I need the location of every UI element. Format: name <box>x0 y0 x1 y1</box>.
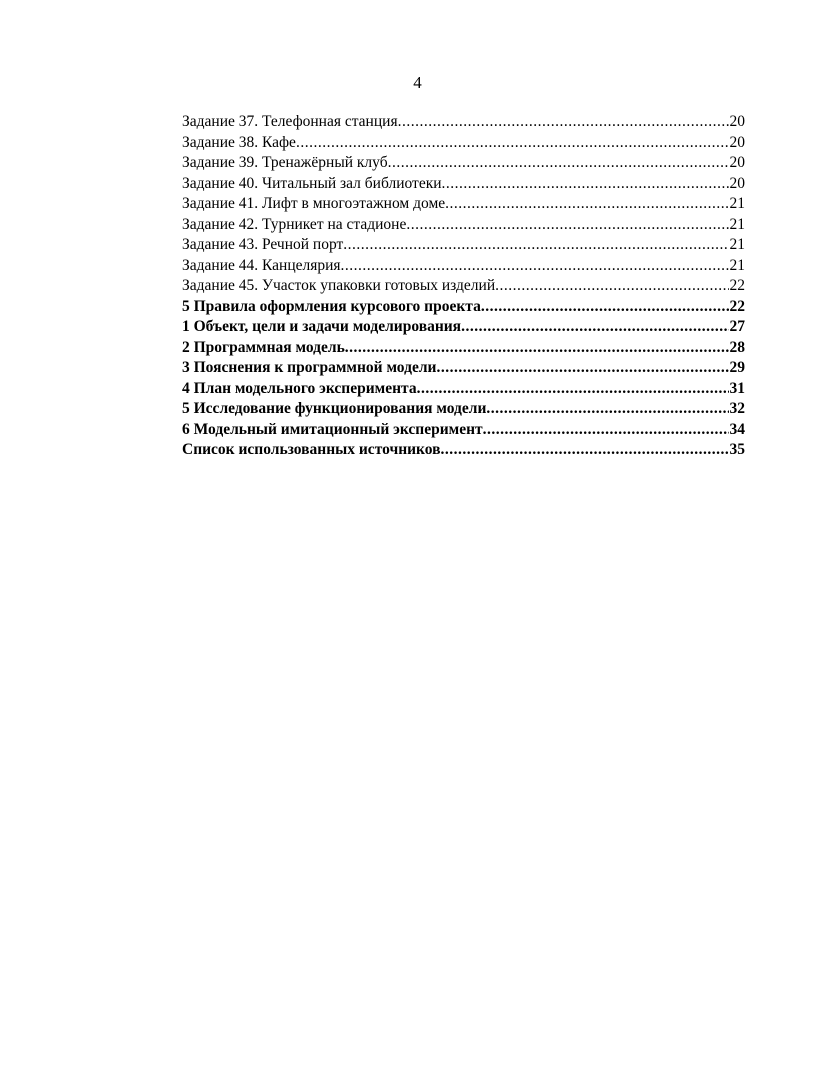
toc-entry[interactable] <box>182 112 745 133</box>
toc-entry-title: Задание 45. Участок упаковки готовых изделий <box>182 277 496 294</box>
toc-entry-section[interactable] <box>182 399 745 420</box>
toc-entry-title: 4 План модельного эксперимента <box>182 379 417 397</box>
toc-entry-page: 32 <box>729 400 745 417</box>
toc-entry[interactable] <box>182 215 745 236</box>
toc-entry-title: Задание 41. Лифт в многоэтажном доме <box>182 195 446 212</box>
toc-entry-page: 29 <box>729 359 745 376</box>
toc-dot-leader <box>343 235 728 256</box>
toc-entry-section[interactable] <box>182 420 745 441</box>
toc-dot-leader <box>483 420 729 441</box>
toc-entry[interactable] <box>182 194 745 215</box>
toc-entry-title: Задание 38. Кафе <box>182 133 296 151</box>
toc-dot-leader <box>345 338 729 359</box>
toc-entry-title: Задание 42. Турникет на стадионе <box>182 215 407 233</box>
page-number: 4 <box>413 73 422 92</box>
toc-dot-leader <box>388 153 729 174</box>
toc-entry-title: Задание 43. Речной порт <box>182 236 344 253</box>
toc-entry-page: 21 <box>729 256 745 274</box>
toc-entry-title: 5 Правила оформления курсового проекта <box>182 297 481 315</box>
toc-entry-page: 20 <box>729 154 745 171</box>
toc-entry-title: 5 Исследование функционирования модели <box>182 400 487 417</box>
toc-entry-title: Задание 37. Телефонная станция <box>182 113 398 130</box>
toc-entry-title: Задание 40. Читальный зал библиотеки <box>182 174 442 192</box>
toc-entry-page: 21 <box>729 215 745 233</box>
toc-dot-leader <box>461 317 728 338</box>
toc-entry[interactable] <box>182 133 745 154</box>
toc-entry[interactable] <box>182 174 745 195</box>
toc-entry-page: 20 <box>729 113 745 130</box>
toc-entry[interactable] <box>182 235 745 256</box>
toc-entry-section[interactable] <box>182 358 745 379</box>
toc-entry-title: 1 Объект, цели и задачи моделирования <box>182 318 462 335</box>
toc-entry-page: 20 <box>729 174 745 192</box>
toc-dot-leader <box>486 399 728 420</box>
toc-dot-leader <box>445 194 728 215</box>
toc-entry-title: 3 Пояснения к программной модели <box>182 359 437 376</box>
toc-entry-page: 34 <box>729 420 745 438</box>
toc-entry-section[interactable] <box>182 440 745 461</box>
toc-dot-leader <box>495 276 728 297</box>
toc-entry-page: 20 <box>729 133 745 151</box>
toc-entry-page: 28 <box>729 338 745 356</box>
toc-entry-page: 35 <box>729 441 745 458</box>
toc-entry-section[interactable] <box>182 338 745 359</box>
toc-entry-page: 21 <box>729 236 745 253</box>
toc-entry-page: 31 <box>729 379 745 397</box>
toc-dot-leader <box>481 297 729 318</box>
toc-dot-leader <box>441 440 729 461</box>
toc-entry[interactable] <box>182 276 745 297</box>
toc-entry-section[interactable] <box>182 317 745 338</box>
toc-entry-title: Список использованных источников <box>182 441 441 458</box>
toc-dot-leader <box>442 174 729 195</box>
toc-dot-leader <box>296 133 729 154</box>
toc-entry-title: 6 Модельный имитационный эксперимент <box>182 420 483 438</box>
toc-entry-title: Задание 44. Канцелярия <box>182 256 341 274</box>
toc-dot-leader <box>398 112 729 133</box>
toc-entry-title: 2 Программная модель <box>182 338 345 356</box>
table-of-contents <box>182 112 745 461</box>
toc-entry-page: 22 <box>729 277 745 294</box>
toc-dot-leader <box>417 379 729 400</box>
toc-entry-page: 22 <box>729 297 745 315</box>
toc-dot-leader <box>436 358 728 379</box>
toc-dot-leader <box>341 256 729 277</box>
toc-entry[interactable] <box>182 256 745 277</box>
toc-entry-page: 21 <box>729 195 745 212</box>
toc-entry[interactable] <box>182 153 745 174</box>
toc-dot-leader <box>406 215 728 236</box>
toc-entry-section[interactable] <box>182 297 745 318</box>
toc-entry-page: 27 <box>729 318 745 335</box>
toc-entry-title: Задание 39. Тренажёрный клуб <box>182 154 388 171</box>
toc-entry-section[interactable] <box>182 379 745 400</box>
